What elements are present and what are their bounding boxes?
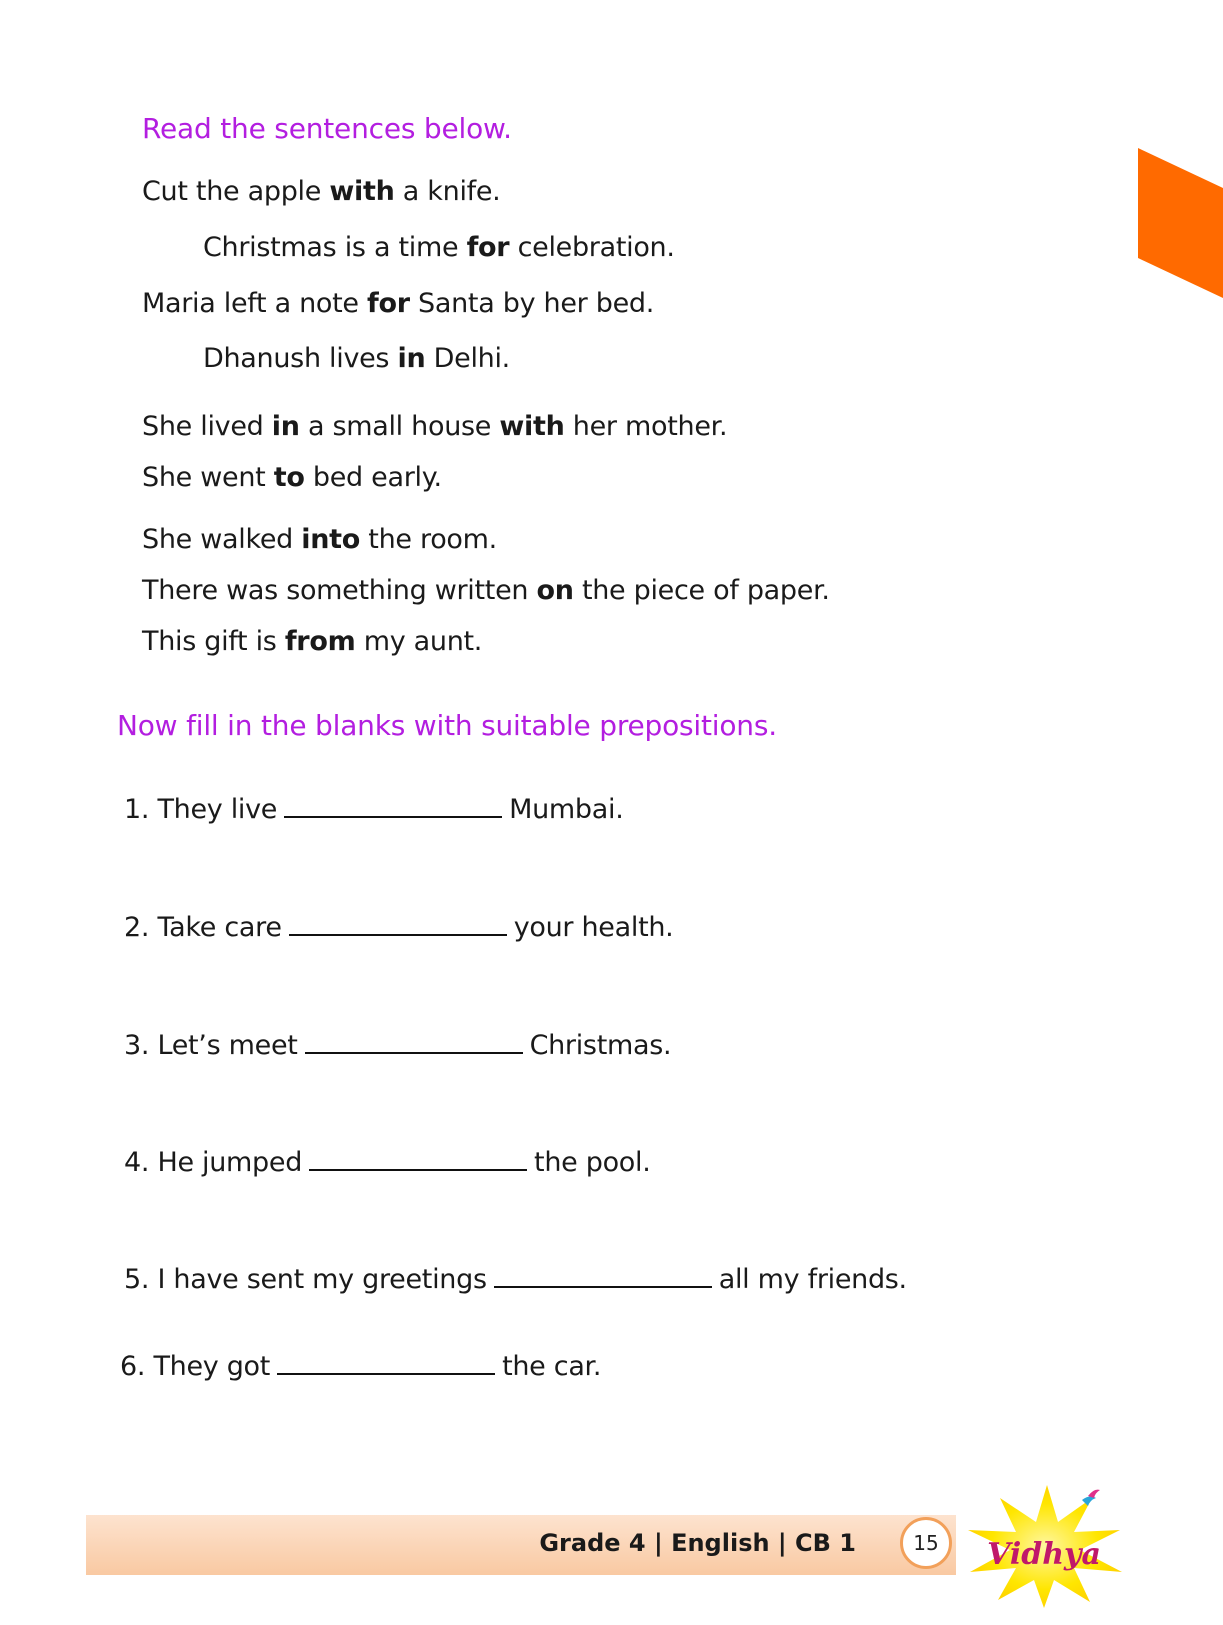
exercise-1: 1. They live Mumbai. [124,794,624,825]
preposition: for [466,232,510,263]
exercise-3: 3. Let’s meet Christmas. [124,1030,672,1061]
preposition: with [329,176,395,207]
orange-corner-tab [1138,148,1223,298]
preposition: on [536,575,574,606]
exercise-6: 6. They got the car. [120,1351,602,1382]
answer-blank[interactable] [309,1147,527,1171]
preposition: to [273,462,305,493]
exercise-heading: Now fill in the blanks with suitable prepositions. [117,709,777,742]
exercise-5: 5. I have sent my greetings all my friends. [124,1264,907,1295]
answer-blank[interactable] [277,1351,495,1375]
example-sentence-7: She walked into the room. [142,524,497,555]
example-sentence-3: Maria left a note for Santa by her bed. [142,288,655,319]
preposition: in [397,343,426,374]
example-sentence-4: Dhanush lives in Delhi. [203,343,510,374]
example-sentence-5: She lived in a small house with her mother. [142,411,728,442]
page-number: 15 [900,1517,952,1569]
example-sentence-6: She went to bed early. [142,462,442,493]
answer-blank[interactable] [494,1264,712,1288]
example-sentence-1: Cut the apple with a knife. [142,176,501,207]
example-sentence-8: There was something written on the piece of paper. [142,575,830,606]
preposition: in [271,411,300,442]
exercise-2: 2. Take care your health. [124,912,674,943]
logo-wordmark: Vidhya [987,1537,1101,1572]
preposition: for [367,288,410,319]
preposition: into [301,524,361,555]
answer-blank[interactable] [289,912,507,936]
intro-heading: Read the sentences below. [142,112,512,145]
example-sentence-9: This gift is from my aunt. [142,626,483,657]
example-sentence-2: Christmas is a time for celebration. [203,232,675,263]
preposition: with [499,411,565,442]
preposition: from [284,626,356,657]
footer-band [86,1515,956,1575]
answer-blank[interactable] [305,1030,523,1054]
footer-grade-subject: Grade 4 | English | CB 1 [539,1529,856,1557]
answer-blank[interactable] [284,794,502,818]
exercise-4: 4. He jumped the pool. [124,1147,651,1178]
vidhya-logo [962,1480,1132,1610]
